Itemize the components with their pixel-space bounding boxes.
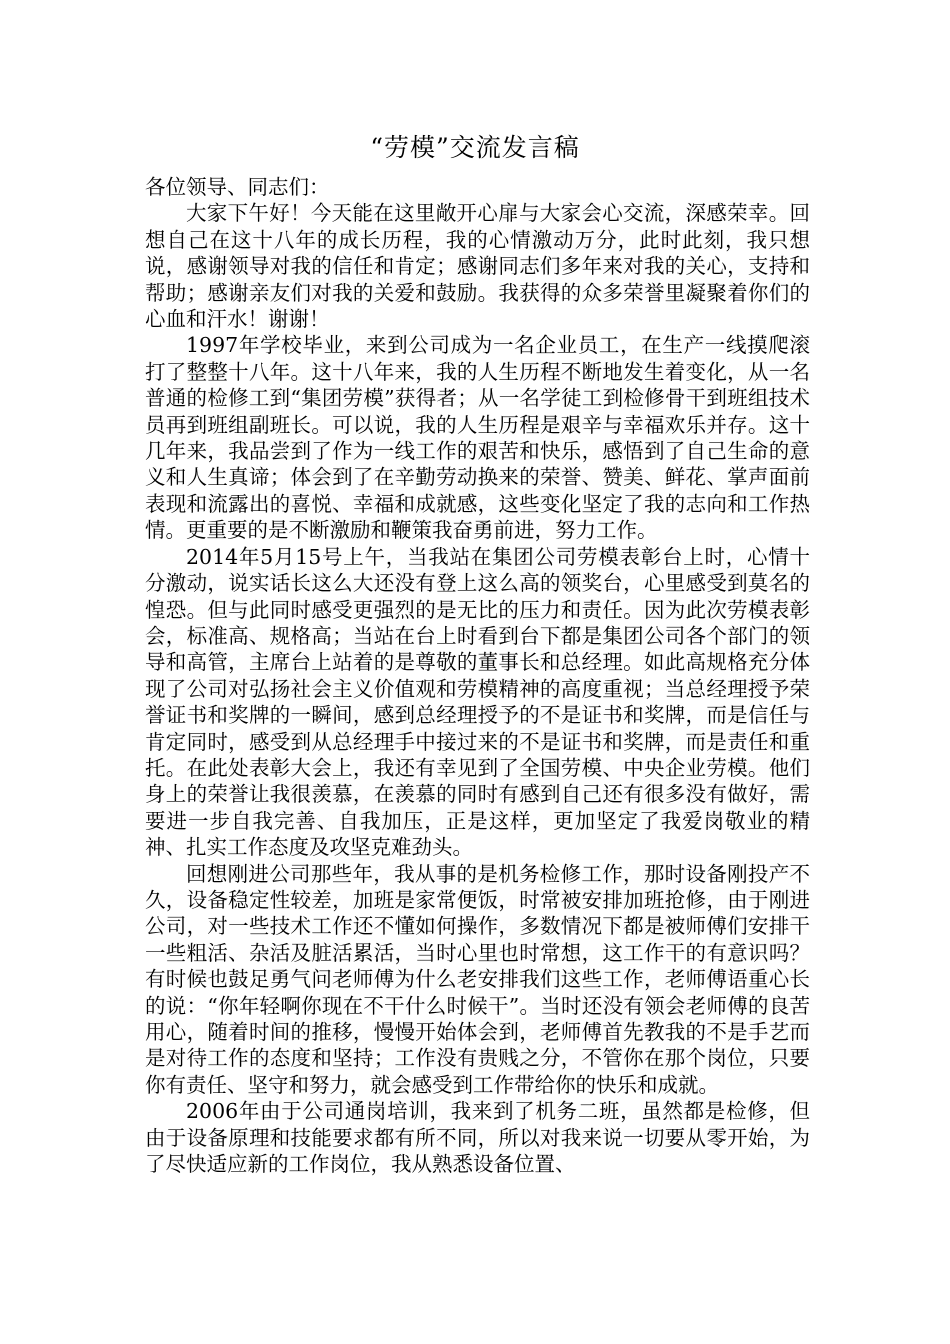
paragraph-award-ceremony: 2014年5月15号上午，当我站在集团公司劳模表彰台上时，心情十分激动，说实话长这么大还没有登上这么高的领奖台，心里感受到莫名的惶恐。但与此同时感受更强烈的是无比的压力和责任。因为此次劳模表彰会，标准高、规格高；当站在台上时看到台下都是集团公司各个部门的领导和高管，主席台上站着的是尊敬的董事长和总经理。如此高规格充分体现了公司对弘扬社会主义价值观和劳模精神的高度重视；当总经理授予荣誉证书和奖牌的一瞬间，感到总经理授予的不是证书和奖牌，而是信任与肯定同时，感受到从总经理手中接过来的不是证书和奖牌，而是责任和重托。在此处表彰大会上，我还有幸见到了全国劳模、中央企业劳模。他们身上的荣誉让我很羡慕，在羡慕的同时有感到自己还有很多没有做好，需要进一步自我完善、自我加压，正是这样，更加坚定了我爱岗敬业的精神、扎实工作态度及攻坚克难劲头。 [145, 544, 810, 860]
salutation: 各位领导、同志们： [145, 175, 330, 199]
paragraph-early-years: 回想刚进公司那些年，我从事的是机务检修工作，那时设备刚投产不久，设备稳定性较差，加班是家常便饭，时常被安排加班抢修，由于刚进公司，对一些技术工作还不懂如何操作，多数情况下都是被师傅们安排干一些粗活、杂活及脏活累活，当时心里也时常想，这工作干的有意识吗？有时候也鼓足勇气问老师傅为什么老安排我们这些工作，老师傅语重心长的说：“你年轻啊你现在不干什么时候干”。当时还没有领会老师傅的良苦用心，随着时间的推移，慢慢开始体会到，老师傅首先教我的不是手艺而是对待工作的态度和坚持；工作没有贵贱之分，不管你在那个岗位，只要你有责任、坚守和努力，就会感受到工作带给你的快乐和成就。 [145, 861, 810, 1097]
paragraph-greeting: 大家下午好！今天能在这里敞开心扉与大家会心交流，深感荣幸。回想自己在这十八年的成长历程，我的心情激动万分，此时此刻，我只想说，感谢领导对我的信任和肯定；感谢同志们多年来对我的关心，支持和帮助；感谢亲友们对我的关爱和鼓励。我获得的众多荣誉里凝聚着你们的心血和汗水！谢谢！ [145, 201, 810, 332]
paragraph-career-history: 1997年学校毕业，来到公司成为一名企业员工，在生产一线摸爬滚打了整整十八年。这十八年来，我的人生历程不断地发生着变化，从一名普通的检修工到“集团劳模”获得者；从一名学徒工到检修骨干到班组技术员再到班组副班长。可以说，我的人生历程是艰辛与幸福欢乐并存。这十几年来，我品尝到了作为一线工作的艰苦和快乐，感悟到了自己生命的意义和人生真谛；体会到了在辛勤劳动换来的荣誉、赞美、鲜花、掌声面前表现和流露出的喜悦、幸福和成就感，这些变化坚定了我的志向和工作热情。更重要的是不断激励和鞭策我奋勇前进，努力工作。 [145, 333, 810, 543]
document-body [145, 174, 810, 1177]
paragraph-2006-transfer: 2006年由于公司通岗培训，我来到了机务二班，虽然都是检修，但由于设备原理和技能要求都有所不同，所以对我来说一切要从零开始，为了尽快适应新的工作岗位，我从熟悉设备位置、 [145, 1099, 810, 1177]
document-title: “劳模”交流发言稿 [370, 133, 580, 162]
